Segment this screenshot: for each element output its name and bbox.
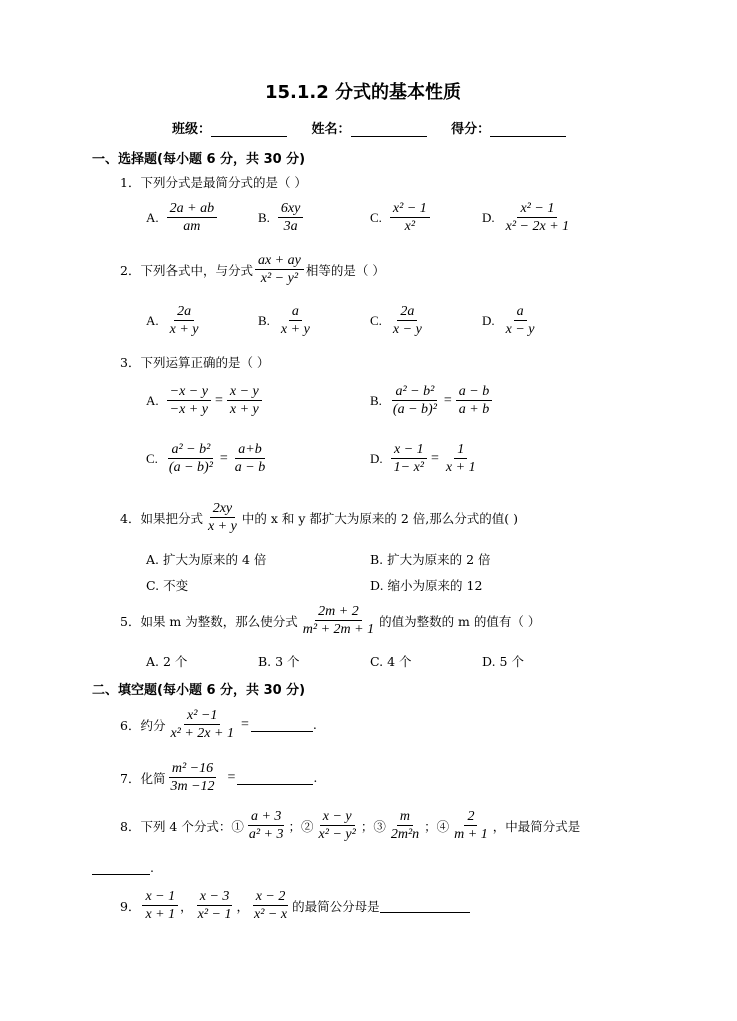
fraction: $\frac{6xy}{3a}$	[278, 200, 303, 235]
class-field[interactable]	[211, 122, 287, 137]
header-row	[172, 118, 566, 137]
score-field[interactable]	[490, 122, 566, 137]
class-label: 班级：	[172, 122, 212, 137]
fraction: $\frac{\text{x² −1}}{\text{x² + 2x + 1}}$	[170, 708, 234, 741]
section2-heading: 二、填空题(每小题 6 分，共 30 分)	[92, 683, 306, 698]
fraction: $\frac{\text{m² −16}}{3m -12}$	[170, 761, 215, 794]
q3-option-b[interactable]: B. $\frac{\text{a² − b²}}{\text{(a − b)²}}$ = $\frac{a - b}{a + b}$	[370, 383, 494, 418]
q3-option-d[interactable]: D. $\frac{x - 1}{\text{1− x²}}$ = $\frac{1}{x + 1}$	[370, 441, 481, 476]
q4-option-c[interactable]: C. 不变	[146, 578, 189, 593]
fraction: $\frac{2a}{x - y}$	[392, 304, 422, 337]
fraction: $\frac{\text{a² − b²}}{\text{(a − b)²}}$	[168, 442, 213, 475]
fraction: $\frac{x - y}{\text{x² − y²}}$	[318, 809, 356, 842]
q2-option-a[interactable]: A. $\frac{2a}{x + y}$	[146, 303, 204, 338]
fraction: $\frac{x - 3}{\text{x² − 1}}$	[197, 889, 232, 922]
fraction: $\frac{2m + 2}{\text{m² + 2m + 1}}$	[302, 604, 375, 637]
q3-text: 3．下列运算正确的是（ ）	[120, 355, 270, 370]
q9-text: 9． $\frac{x - 1}{x + 1}$ ， $\frac{x - 3}{\text{x² − 1}}$ ， $\frac{x - 2}{\text{x² − x}}$ 的最简公分母是	[120, 888, 470, 923]
q6-text: 6．约分 $\frac{\text{x² −1}}{\text{x² + 2x + 1}}$ = .	[120, 708, 317, 741]
q7-answer-field[interactable]	[237, 770, 313, 785]
q1-option-a[interactable]: A. $\frac{2a + ab}{am}$	[146, 200, 219, 235]
q1-option-d[interactable]: D. $\frac{\text{x² − 1}}{\text{x² − 2x + 1}}$	[482, 200, 574, 235]
q5-option-d[interactable]: D. 5 个	[482, 654, 524, 669]
q2-text: 2．下列各式中，与分式 $\frac{ax + ay}{\text{x² − y²}}$ 相等的是（ ）	[120, 253, 385, 286]
q7-text: 7．化简 $\frac{\text{m² −16}}{3m -12}$ = .	[120, 761, 318, 794]
fraction: $\frac{a - b}{a + b}$	[456, 383, 492, 418]
fraction: $\frac{m}{\text{2m²n}}$	[390, 809, 420, 842]
fraction: $\frac{x - 1}{x + 1}$	[142, 888, 178, 923]
fraction: $\frac{\text{x² − 1}}{\text{x²}}$	[390, 200, 430, 235]
fraction: $\frac{2}{m + 1}$	[454, 809, 488, 842]
q2-option-b[interactable]: B. $\frac{a}{x + y}$	[258, 303, 315, 338]
fraction: $\frac{x - 1}{\text{1− x²}}$	[391, 441, 427, 476]
page-title: 15.1.2 分式的基本性质	[265, 82, 462, 103]
q3-option-a[interactable]: A. $\frac{-x - y}{-x + y}$ = $\frac{x - y}{x + y}$	[146, 383, 264, 418]
fraction: $\frac{a+b}{a - b}$	[234, 442, 266, 475]
q8-text: 8．下列 4 个分式：① $\frac{a + 3}{\text{a² + 3}}$ ；② $\frac{x - y}{\text{x² − y²}}$ ；③ $\frac{m}{\text{2m²n}}$ ；④ $\frac{2}{m + 1}$ ，中最简分式是	[120, 809, 581, 842]
q4-option-d[interactable]: D. 缩小为原来的 12	[370, 578, 483, 593]
name-label: 姓名：	[311, 122, 351, 137]
fraction: $\frac{ax + ay}{\text{x² − y²}}$	[255, 252, 304, 287]
q1-option-b[interactable]: B. $\frac{6xy}{3a}$	[258, 200, 305, 235]
q8-answer-line: .	[92, 860, 154, 875]
q1-option-c[interactable]: C. $\frac{\text{x² − 1}}{\text{x²}}$	[370, 200, 432, 235]
q5-option-a[interactable]: A. 2 个	[146, 654, 188, 669]
q6-answer-field[interactable]	[251, 717, 313, 732]
q2-option-d[interactable]: D. $\frac{a}{x - y}$	[482, 303, 540, 338]
fraction: $\frac{2a}{x + y}$	[169, 304, 199, 337]
fraction: $\frac{\text{x² − 1}}{\text{x² − 2x + 1}}$	[505, 201, 570, 234]
fraction: $\frac{x - 2}{\text{x² − x}}$	[254, 889, 288, 922]
section1-heading: 一、选择题(每小题 6 分，共 30 分)	[92, 152, 306, 167]
score-label: 得分：	[451, 122, 491, 137]
q2-option-c[interactable]: C. $\frac{2a}{x - y}$	[370, 303, 427, 338]
q4-text: 4．如果把分式 $\frac{2xy}{x + y}$ 中的 x 和 y 都扩大为原来的 2 倍,那么分式的值( )	[120, 501, 518, 534]
fraction: $\frac{a}{x - y}$	[505, 304, 535, 337]
fraction: $\frac{2a + ab}{am}$	[167, 200, 217, 235]
q4-option-b[interactable]: B. 扩大为原来的 2 倍	[370, 552, 491, 567]
q9-answer-field[interactable]	[380, 898, 470, 913]
fraction: $\frac{1}{x + 1}$	[445, 442, 476, 475]
fraction: $\frac{2xy}{x + y}$	[207, 501, 237, 534]
name-field[interactable]	[351, 122, 427, 137]
fraction: $\frac{\text{a² − b²}}{\text{(a − b)²}}$	[392, 384, 437, 417]
q4-option-a[interactable]: A. 扩大为原来的 4 倍	[146, 552, 267, 567]
q5-option-c[interactable]: C. 4 个	[370, 654, 412, 669]
fraction: $\frac{a + 3}{\text{a² + 3}}$	[248, 809, 284, 842]
q8-answer-field[interactable]	[92, 860, 150, 875]
fraction: $\frac{-x - y}{-x + y}$	[167, 383, 211, 418]
q5-option-b[interactable]: B. 3 个	[258, 654, 300, 669]
q3-option-c[interactable]: C. $\frac{\text{a² − b²}}{\text{(a − b)²}}$ = $\frac{a+b}{a - b}$	[146, 441, 270, 476]
fraction: $\frac{a}{x + y}$	[280, 304, 310, 337]
q5-text: 5．如果 m 为整数，那么使分式 $\frac{2m + 2}{\text{m² + 2m + 1}}$ 的值为整数的 m 的值有（ ）	[120, 604, 541, 637]
fraction: $\frac{x - y}{x + y}$	[227, 383, 262, 418]
q1-text: 1．下列分式是最简分式的是（ ）	[120, 175, 307, 190]
